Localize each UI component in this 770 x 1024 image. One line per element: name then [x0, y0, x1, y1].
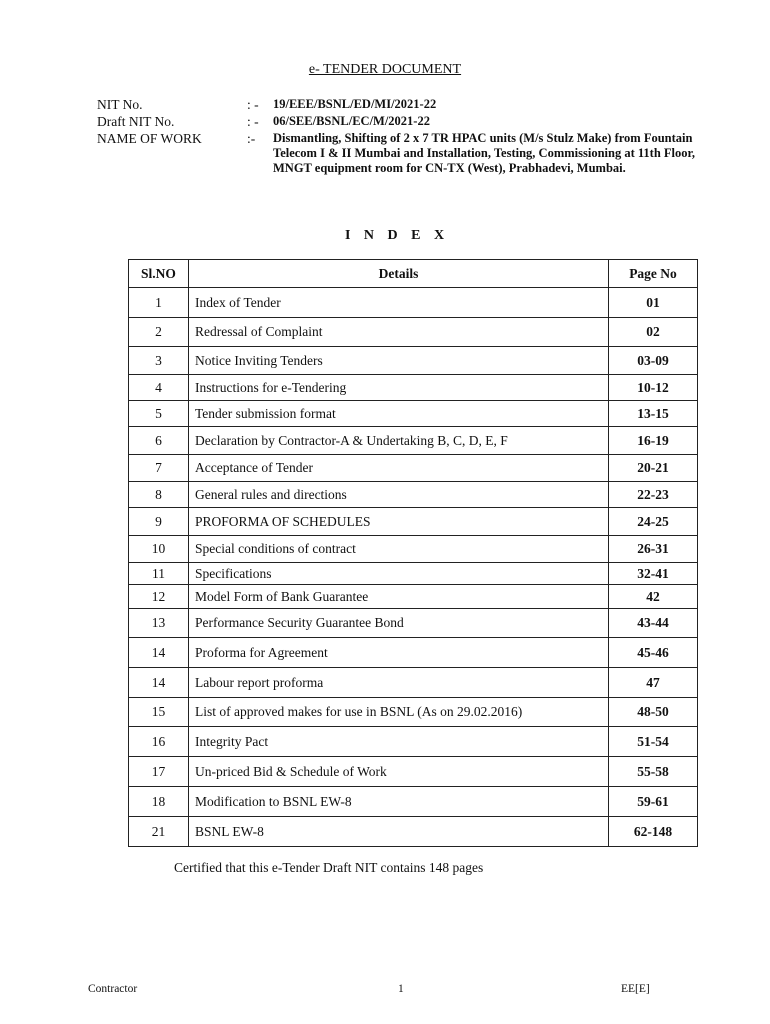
sl-cell: 12 [129, 585, 189, 609]
details-cell: Un-priced Bid & Schedule of Work [189, 757, 609, 787]
sl-cell: 6 [129, 427, 189, 455]
index-heading: I N D E X [344, 228, 450, 243]
details-cell: Proforma for Agreement [189, 638, 609, 668]
details-cell: List of approved makes for use in BSNL (As on 29.02.2016) [189, 698, 609, 727]
details-cell: Labour report proforma [189, 668, 609, 698]
page-cell: 32-41 [609, 563, 698, 585]
sl-cell: 14 [129, 638, 189, 668]
page-cell: 03-09 [609, 347, 698, 375]
table-row [129, 482, 698, 508]
page-cell: 13-15 [609, 401, 698, 427]
draft-nit-no-separator: : - [247, 114, 259, 129]
name-of-work-value: Dismantling, Shifting of 2 x 7 TR HPAC units (M/s Stulz Make) from Fountain Telecom I & II Mumbai and Installation, Testing, Commissioning at 11th Floor, MNGT equipment room for CN-TX (West), Prabhadevi, Mumbai. [273, 131, 696, 175]
sl-cell: 3 [129, 347, 189, 375]
page-cell: 22-23 [609, 482, 698, 508]
header-page-no: Page No [609, 260, 698, 288]
page-cell: 45-46 [609, 638, 698, 668]
table-row [129, 318, 698, 347]
table-row [129, 288, 698, 318]
details-cell: Special conditions of contract [189, 536, 609, 563]
details-cell: PROFORMA OF SCHEDULES [189, 508, 609, 536]
draft-nit-no-label: Draft NIT No. [97, 114, 175, 129]
details-cell: Acceptance of Tender [189, 455, 609, 482]
page-cell: 43-44 [609, 609, 698, 638]
table-row [129, 455, 698, 482]
index-table-body [129, 288, 698, 847]
details-cell: BSNL EW-8 [189, 817, 609, 847]
draft-nit-no-value: 06/SEE/BSNL/EC/M/2021-22 [273, 114, 430, 128]
details-cell: Modification to BSNL EW-8 [189, 787, 609, 817]
table-row [129, 375, 698, 401]
sl-cell: 18 [129, 787, 189, 817]
footer-contractor: Contractor [88, 983, 138, 995]
table-row [129, 698, 698, 727]
details-cell: Model Form of Bank Guarantee [189, 585, 609, 609]
page-cell: 48-50 [609, 698, 698, 727]
sl-cell: 21 [129, 817, 189, 847]
nit-no-separator: : - [247, 97, 259, 112]
page-cell: 02 [609, 318, 698, 347]
details-cell: Declaration by Contractor-A & Undertaking B, C, D, E, F [189, 427, 609, 455]
nit-no-value: 19/EEE/BSNL/ED/MI/2021-22 [273, 97, 437, 111]
sl-cell: 5 [129, 401, 189, 427]
sl-cell: 14 [129, 668, 189, 698]
table-row [129, 787, 698, 817]
page-number: 1 [398, 983, 404, 995]
details-cell: Specifications [189, 563, 609, 585]
sl-cell: 13 [129, 609, 189, 638]
details-cell: Performance Security Guarantee Bond [189, 609, 609, 638]
sl-cell: 4 [129, 375, 189, 401]
table-row [129, 585, 698, 609]
page-cell: 62-148 [609, 817, 698, 847]
sl-cell: 1 [129, 288, 189, 318]
page-cell: 47 [609, 668, 698, 698]
page-cell: 55-58 [609, 757, 698, 787]
table-row [129, 638, 698, 668]
page-cell: 59-61 [609, 787, 698, 817]
header-sl-no: Sl.NO [129, 260, 189, 288]
table-row [129, 536, 698, 563]
page-cell: 24-25 [609, 508, 698, 536]
page-cell: 01 [609, 288, 698, 318]
document-title: e- TENDER DOCUMENT [308, 62, 462, 77]
details-cell: Index of Tender [189, 288, 609, 318]
header-details: Details [189, 260, 609, 288]
details-cell: Instructions for e-Tendering [189, 375, 609, 401]
nit-no-label: NIT No. [97, 97, 143, 112]
table-row [129, 401, 698, 427]
sl-cell: 9 [129, 508, 189, 536]
page-cell: 16-19 [609, 427, 698, 455]
sl-cell: 7 [129, 455, 189, 482]
page-cell: 26-31 [609, 536, 698, 563]
sl-cell: 10 [129, 536, 189, 563]
nit-no-row [97, 96, 737, 113]
details-cell: General rules and directions [189, 482, 609, 508]
page-cell: 10-12 [609, 375, 698, 401]
table-row [129, 427, 698, 455]
page-cell: 51-54 [609, 727, 698, 757]
index-table [128, 259, 698, 847]
details-cell: Notice Inviting Tenders [189, 347, 609, 375]
details-cell: Integrity Pact [189, 727, 609, 757]
nit-details [97, 96, 737, 176]
name-of-work-label: NAME OF WORK [97, 131, 202, 146]
draft-nit-no-row [97, 113, 737, 130]
page-cell: 20-21 [609, 455, 698, 482]
name-of-work-row [97, 130, 737, 176]
table-row [129, 757, 698, 787]
page-cell: 42 [609, 585, 698, 609]
sl-cell: 2 [129, 318, 189, 347]
name-of-work-separator: :- [247, 131, 256, 146]
table-row [129, 563, 698, 585]
table-row [129, 347, 698, 375]
index-table-header [129, 260, 698, 288]
table-row [129, 817, 698, 847]
table-row [129, 609, 698, 638]
sl-cell: 17 [129, 757, 189, 787]
sl-cell: 8 [129, 482, 189, 508]
sl-cell: 15 [129, 698, 189, 727]
table-row [129, 727, 698, 757]
details-cell: Redressal of Complaint [189, 318, 609, 347]
sl-cell: 11 [129, 563, 189, 585]
sl-cell: 16 [129, 727, 189, 757]
table-row [129, 508, 698, 536]
table-row [129, 668, 698, 698]
certification-note: Certified that this e-Tender Draft NIT contains 148 pages [174, 860, 484, 875]
footer-ee: EE[E] [621, 983, 650, 995]
details-cell: Tender submission format [189, 401, 609, 427]
